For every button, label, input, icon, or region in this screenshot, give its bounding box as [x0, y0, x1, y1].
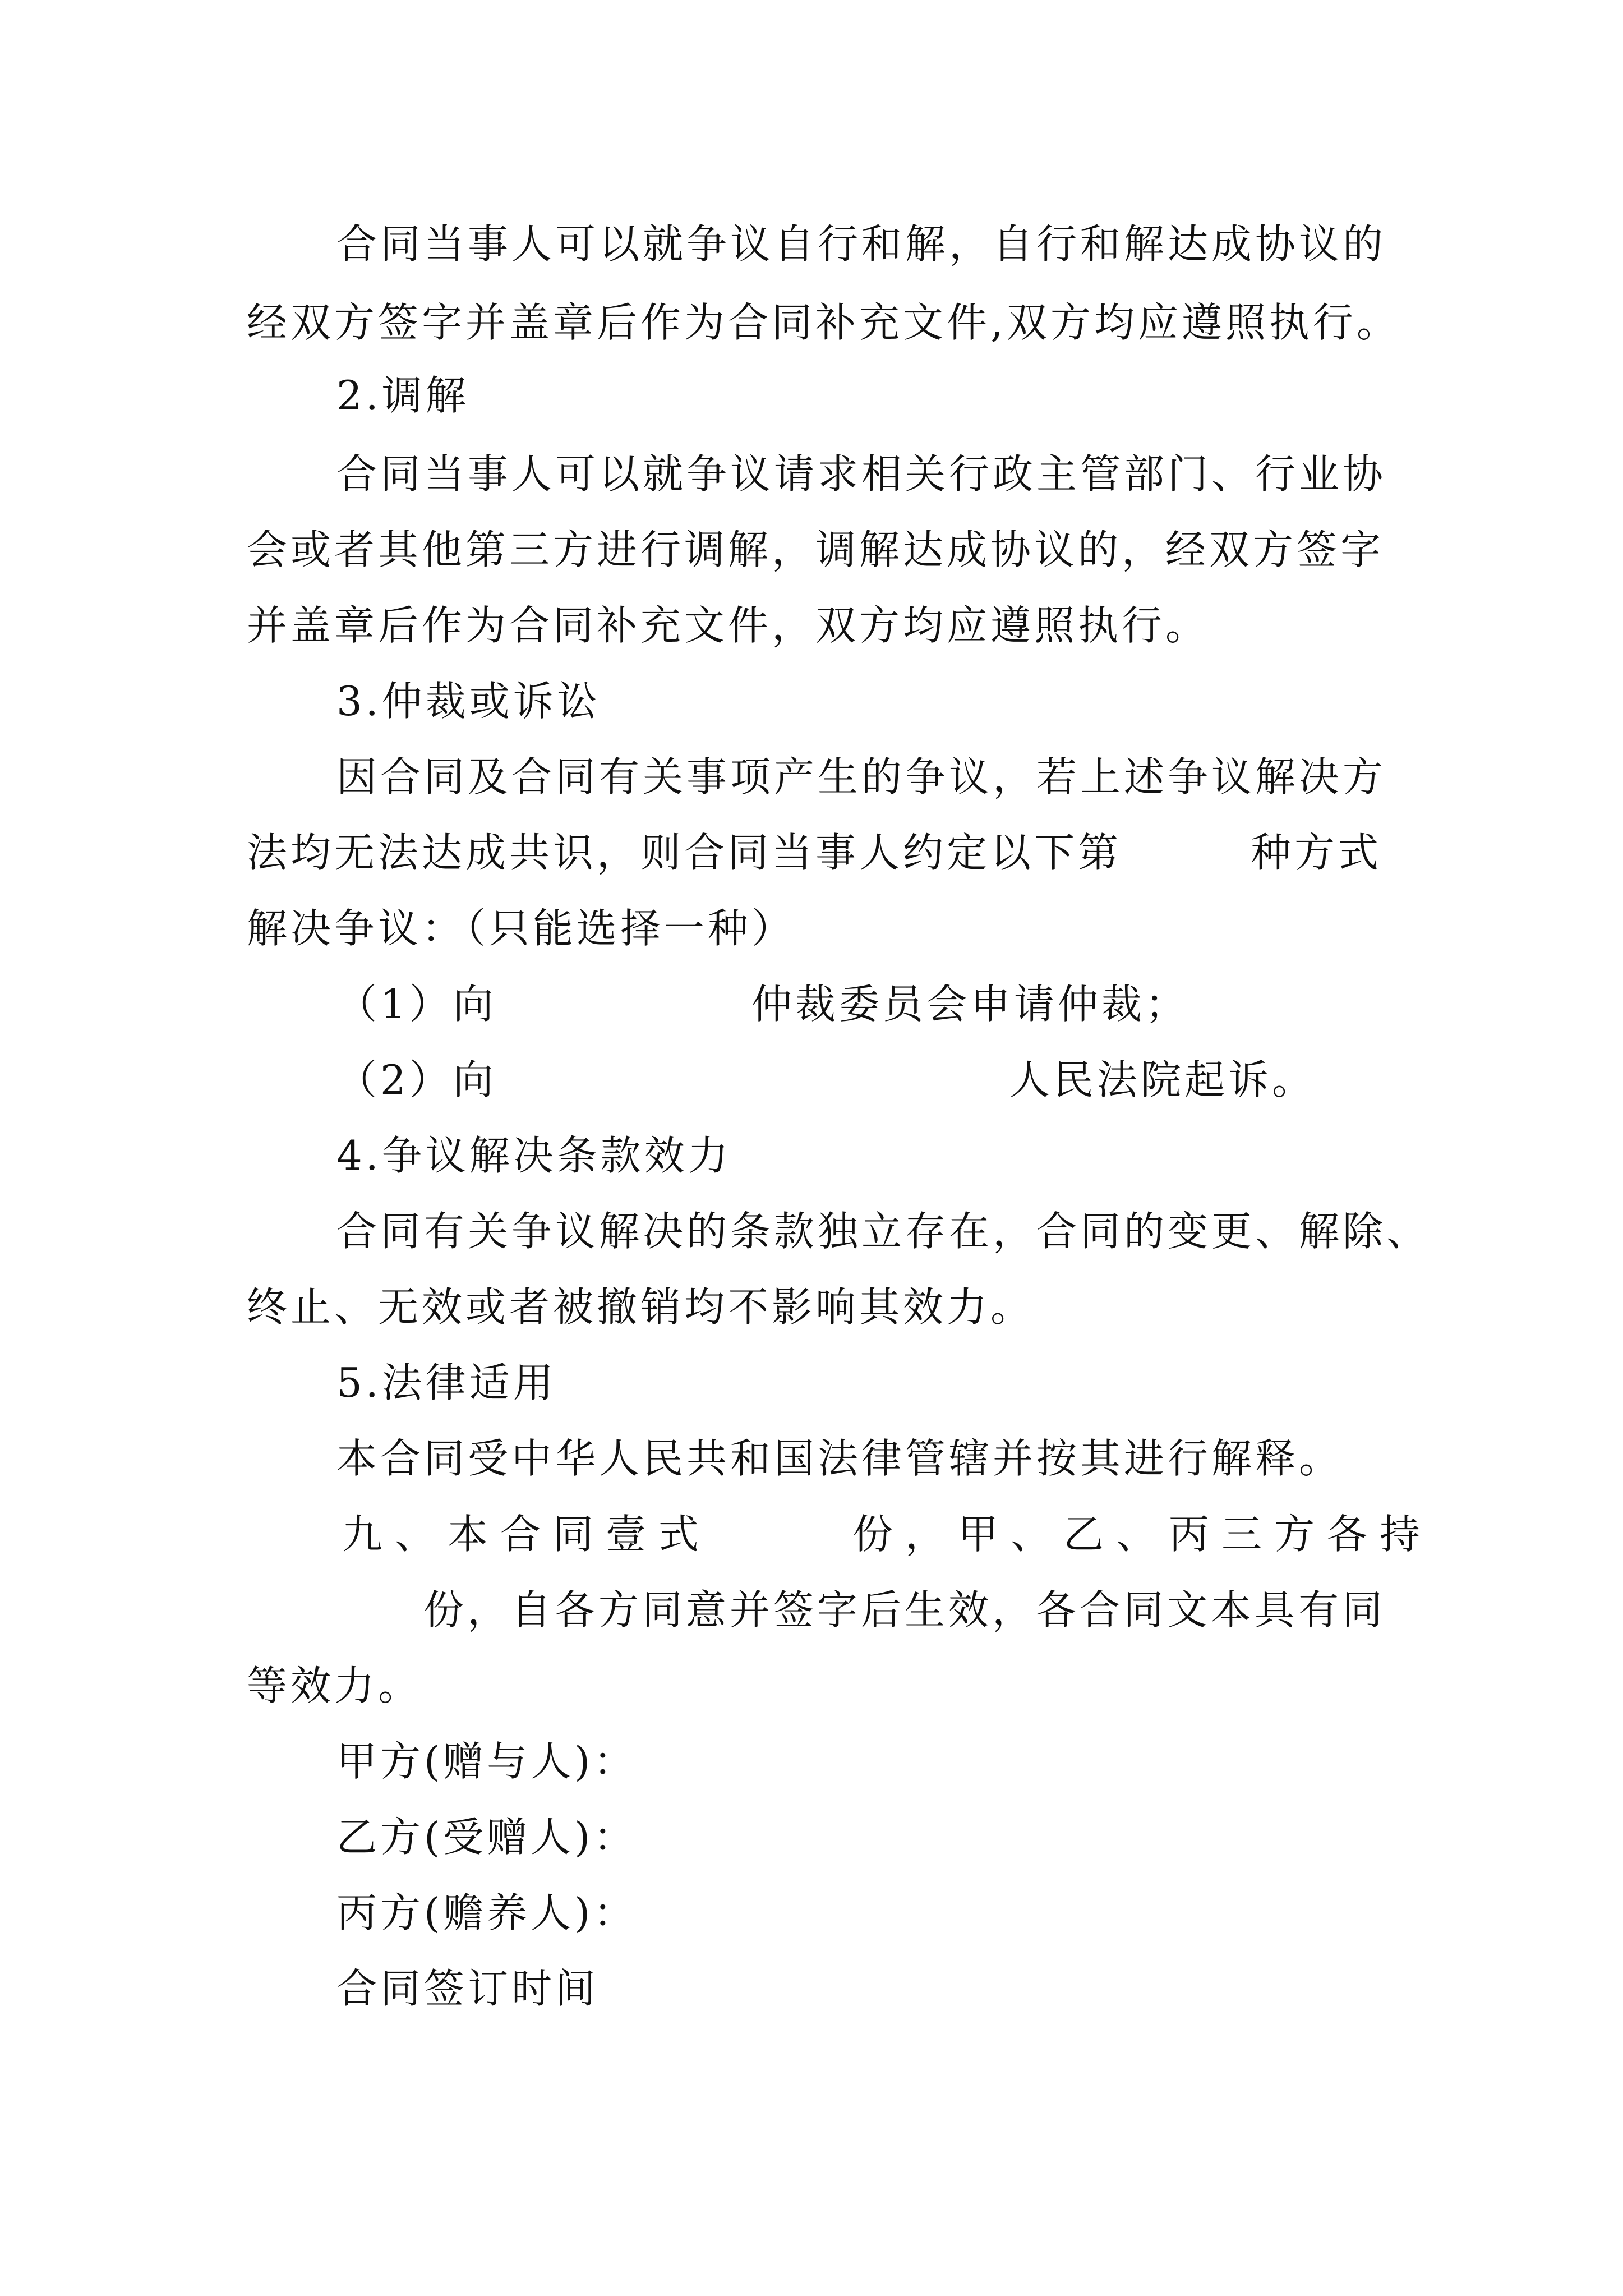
paragraph-line: 并盖章后作为合同补充文件，双方均应遵照执行。: [247, 602, 1210, 649]
clause-nine-suffix: 份，甲、乙、丙三方各持: [852, 1511, 1433, 1558]
paragraph-line: 份，自各方同意并签字后生效，各合同文本具有同: [423, 1586, 1386, 1634]
paragraph-line: 本合同受中华人民共和国法律管辖并按其进行解释。: [336, 1435, 1343, 1482]
option-two-prefix: （2）向: [336, 1056, 497, 1103]
clause-nine-prefix: 九、本合同壹式: [342, 1511, 712, 1558]
paragraph-line: 等效力。: [247, 1662, 422, 1709]
section-heading: 3.仲裁或诉讼: [336, 678, 601, 725]
paragraph-line: 经双方签字并盖章后作为合同补充文件,双方均应遵照执行。: [247, 299, 1400, 346]
paragraph-line: 会或者其他第三方进行调解，调解达成协议的，经双方签字: [247, 526, 1385, 573]
paragraph-line: 因合同及合同有关事项产生的争议，若上述争议解决方: [336, 753, 1387, 800]
option-two-suffix: 人民法院起诉。: [1009, 1056, 1316, 1103]
paragraph-line: 合同当事人可以就争议请求相关行政主管部门、行业协: [336, 450, 1387, 498]
signature-party-b: 乙方(受赠人)：: [336, 1814, 638, 1861]
section-heading: 2.调解: [336, 372, 469, 419]
paragraph-line: 合同有关争议解决的条款独立存在，合同的变更、解除、: [336, 1208, 1431, 1255]
signing-date-label: 合同签订时间: [336, 1965, 600, 2012]
signature-party-a: 甲方(赠与人)：: [336, 1738, 638, 1785]
paragraph-line: 解决争议：（只能选择一种）: [247, 905, 796, 952]
paragraph-line-tail: 种方式: [1251, 829, 1382, 876]
paragraph-line: 合同当事人可以就争议自行和解，自行和解达成协议的: [336, 220, 1387, 268]
paragraph-line: 法均无法达成共识，则合同当事人约定以下第: [247, 829, 1122, 876]
section-heading: 5.法律适用: [336, 1359, 557, 1406]
signature-party-c: 丙方(赡养人)：: [336, 1889, 638, 1936]
paragraph-line: 终止、无效或者被撤销均不影响其效力。: [247, 1283, 1035, 1331]
option-one-suffix: 仲裁委员会申请仲裁；: [751, 981, 1189, 1028]
section-heading: 4.争议解决条款效力: [336, 1132, 732, 1179]
option-one-prefix: （1）向: [336, 981, 497, 1028]
